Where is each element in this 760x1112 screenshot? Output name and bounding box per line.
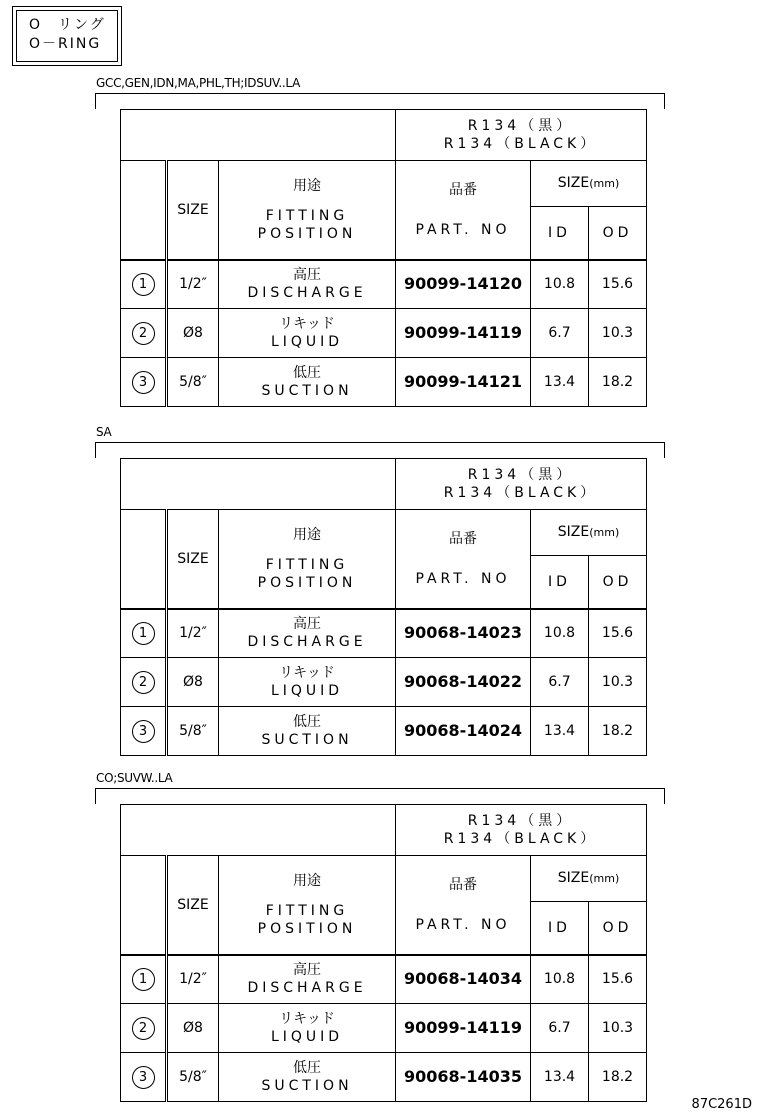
table-row [121, 707, 647, 756]
title-en: O－RING [29, 36, 102, 52]
row-od: 18.2 [589, 358, 647, 407]
header-blank [121, 110, 396, 161]
row-od: 18.2 [589, 1053, 647, 1102]
row-use [219, 309, 396, 358]
row-part-no: 90068-14035 [404, 1066, 522, 1086]
header-size-mm [531, 161, 647, 207]
row-part-no: 90099-14119 [404, 1017, 522, 1037]
row-number-circle: 3 [132, 720, 155, 743]
header-part [396, 161, 531, 260]
row-id: 10.8 [531, 609, 589, 658]
row-part-cell [396, 609, 531, 658]
row-use-en: DISCHARGE [247, 285, 367, 302]
table-row [121, 1053, 647, 1102]
row-part-cell [396, 358, 531, 407]
row-use [219, 1004, 396, 1053]
row-size: Ø8 [167, 658, 219, 707]
header-id: ID [531, 207, 589, 260]
row-number-cell [121, 707, 167, 756]
parts-table [120, 458, 647, 756]
title-box [12, 6, 122, 66]
header-od: OD [589, 207, 647, 260]
row-part-no: 90068-14034 [404, 968, 522, 988]
refrigerant-line2: R134（BLACK） [443, 485, 599, 501]
row-size: Ø8 [167, 1004, 219, 1053]
row-number-circle: 1 [132, 968, 155, 991]
row-use-jp: 高圧 [293, 267, 321, 284]
section-label: SA [96, 425, 112, 439]
row-use [219, 955, 396, 1004]
row-use [219, 658, 396, 707]
row-use-en: LIQUID [270, 1029, 344, 1045]
row-use [219, 707, 396, 756]
header-size-mm-label: SIZE [557, 870, 590, 886]
title-jp: O リング [29, 17, 106, 33]
header-mm-unit: (mm) [589, 526, 620, 539]
row-part-cell [396, 658, 531, 707]
row-od: 10.3 [589, 1004, 647, 1053]
row-use-en: DISCHARGE [247, 634, 367, 651]
header-part [396, 510, 531, 609]
row-part-cell [396, 260, 531, 309]
row-use-en: LIQUID [270, 683, 344, 699]
header-part-jp: 品番 [449, 876, 477, 893]
row-use [219, 1053, 396, 1102]
row-id: 10.8 [531, 955, 589, 1004]
row-use-en: SUCTION [261, 383, 353, 399]
header-num-blank [121, 510, 167, 609]
header-od: OD [589, 556, 647, 609]
refrigerant-line2: R134（BLACK） [443, 831, 599, 847]
header-part-jp: 品番 [449, 530, 477, 547]
row-use-jp: リキッド [279, 316, 335, 332]
header-part-en: PART. NO [415, 221, 511, 238]
header-fitting-line1: FITTING [265, 902, 349, 919]
table-row [121, 955, 647, 1004]
row-id: 10.8 [531, 260, 589, 309]
row-od: 18.2 [589, 707, 647, 756]
row-number-circle: 2 [132, 1017, 155, 1040]
row-part-cell [396, 707, 531, 756]
row-part-no: 90099-14120 [404, 273, 522, 293]
header-part-jp: 品番 [449, 181, 477, 198]
header-od: OD [589, 902, 647, 955]
row-number-cell [121, 309, 167, 358]
parts-table [120, 804, 647, 1102]
header-row-refrigerant [121, 805, 647, 856]
section-bracket [95, 442, 665, 458]
row-use-jp: 高圧 [293, 616, 321, 633]
header-blank [121, 459, 396, 510]
row-use-en: SUCTION [261, 1078, 353, 1094]
table-row [121, 658, 647, 707]
row-use-jp: 低圧 [293, 1060, 321, 1076]
row-use-en: DISCHARGE [247, 980, 367, 997]
row-id: 13.4 [531, 1053, 589, 1102]
row-number-circle: 1 [132, 622, 155, 645]
header-use [219, 161, 396, 260]
header-refrigerant [396, 805, 647, 856]
header-id: ID [531, 902, 589, 955]
header-fitting-line2: POSITION [257, 225, 357, 242]
header-size: SIZE [167, 856, 219, 955]
header-fitting-line1: FITTING [265, 556, 349, 573]
header-num-blank [121, 161, 167, 260]
header-row-refrigerant [121, 110, 647, 161]
table-row [121, 358, 647, 407]
row-use-jp: リキッド [279, 1011, 335, 1027]
row-part-cell [396, 1053, 531, 1102]
row-size: 1/2″ [167, 609, 219, 658]
table-row [121, 309, 647, 358]
row-od: 15.6 [589, 609, 647, 658]
row-use-jp: 高圧 [293, 962, 321, 979]
row-part-no: 90068-14023 [404, 622, 522, 642]
header-size-mm [531, 510, 647, 556]
header-row-refrigerant [121, 459, 647, 510]
row-number-circle: 2 [132, 322, 155, 345]
row-id: 13.4 [531, 707, 589, 756]
row-part-no: 90099-14119 [404, 322, 522, 342]
header-fitting-line2: POSITION [257, 574, 357, 591]
row-use-jp: リキッド [279, 665, 335, 681]
row-part-cell [396, 955, 531, 1004]
header-size-mm-label: SIZE [557, 175, 590, 191]
row-part-no: 90099-14121 [404, 371, 522, 391]
row-number-cell [121, 260, 167, 309]
row-use [219, 358, 396, 407]
row-od: 15.6 [589, 260, 647, 309]
header-id: ID [531, 556, 589, 609]
section-label: CO;SUVW..LA [96, 771, 173, 785]
row-number-circle: 3 [132, 1066, 155, 1089]
header-use-jp: 用途 [293, 872, 321, 889]
row-number-cell [121, 955, 167, 1004]
refrigerant-line1: R134（黒） [467, 467, 575, 483]
title-inner [16, 10, 118, 62]
row-number-circle: 3 [132, 371, 155, 394]
row-id: 6.7 [531, 658, 589, 707]
header-use [219, 510, 396, 609]
row-id: 13.4 [531, 358, 589, 407]
row-use-en: SUCTION [261, 732, 353, 748]
row-id: 6.7 [531, 1004, 589, 1053]
header-blank [121, 805, 396, 856]
header-fitting-line1: FITTING [265, 207, 349, 224]
row-number-cell [121, 358, 167, 407]
row-id: 6.7 [531, 309, 589, 358]
row-use-jp: 低圧 [293, 365, 321, 381]
header-refrigerant [396, 110, 647, 161]
row-part-cell [396, 1004, 531, 1053]
header-row-labels [121, 510, 647, 556]
header-fitting-line2: POSITION [257, 920, 357, 937]
row-part-cell [396, 309, 531, 358]
header-use-jp: 用途 [293, 526, 321, 543]
parts-table [120, 109, 647, 407]
header-use-jp: 用途 [293, 177, 321, 194]
header-refrigerant [396, 459, 647, 510]
row-size: 5/8″ [167, 358, 219, 407]
row-od: 10.3 [589, 658, 647, 707]
row-number-cell [121, 658, 167, 707]
refrigerant-line1: R134（黒） [467, 118, 575, 134]
table-row [121, 1004, 647, 1053]
header-mm-unit: (mm) [589, 177, 620, 190]
row-number-circle: 1 [132, 273, 155, 296]
section-label: GCC,GEN,IDN,MA,PHL,TH;IDSUV..LA [96, 76, 300, 90]
row-part-no: 90068-14022 [404, 671, 522, 691]
header-part [396, 856, 531, 955]
row-use [219, 260, 396, 309]
row-number-cell [121, 1053, 167, 1102]
table-row [121, 260, 647, 309]
row-use-en: LIQUID [270, 334, 344, 350]
drawing-code: 87C261D [691, 1097, 752, 1112]
refrigerant-line1: R134（黒） [467, 813, 575, 829]
header-mm-unit: (mm) [589, 872, 620, 885]
header-row-labels [121, 161, 647, 207]
header-size-mm-label: SIZE [557, 524, 590, 540]
header-num-blank [121, 856, 167, 955]
section-bracket [95, 93, 665, 109]
row-number-cell [121, 1004, 167, 1053]
row-part-no: 90068-14024 [404, 720, 522, 740]
row-number-circle: 2 [132, 671, 155, 694]
header-row-labels [121, 856, 647, 902]
row-size: 5/8″ [167, 707, 219, 756]
row-size: 1/2″ [167, 955, 219, 1004]
row-od: 15.6 [589, 955, 647, 1004]
header-size-mm [531, 856, 647, 902]
section-bracket [95, 788, 665, 804]
row-size: 1/2″ [167, 260, 219, 309]
header-size: SIZE [167, 161, 219, 260]
row-use [219, 609, 396, 658]
row-number-cell [121, 609, 167, 658]
row-size: Ø8 [167, 309, 219, 358]
table-row [121, 609, 647, 658]
row-od: 10.3 [589, 309, 647, 358]
header-use [219, 856, 396, 955]
header-part-en: PART. NO [415, 570, 511, 587]
refrigerant-line2: R134（BLACK） [443, 136, 599, 152]
row-use-jp: 低圧 [293, 714, 321, 730]
header-size: SIZE [167, 510, 219, 609]
row-size: 5/8″ [167, 1053, 219, 1102]
header-part-en: PART. NO [415, 916, 511, 933]
